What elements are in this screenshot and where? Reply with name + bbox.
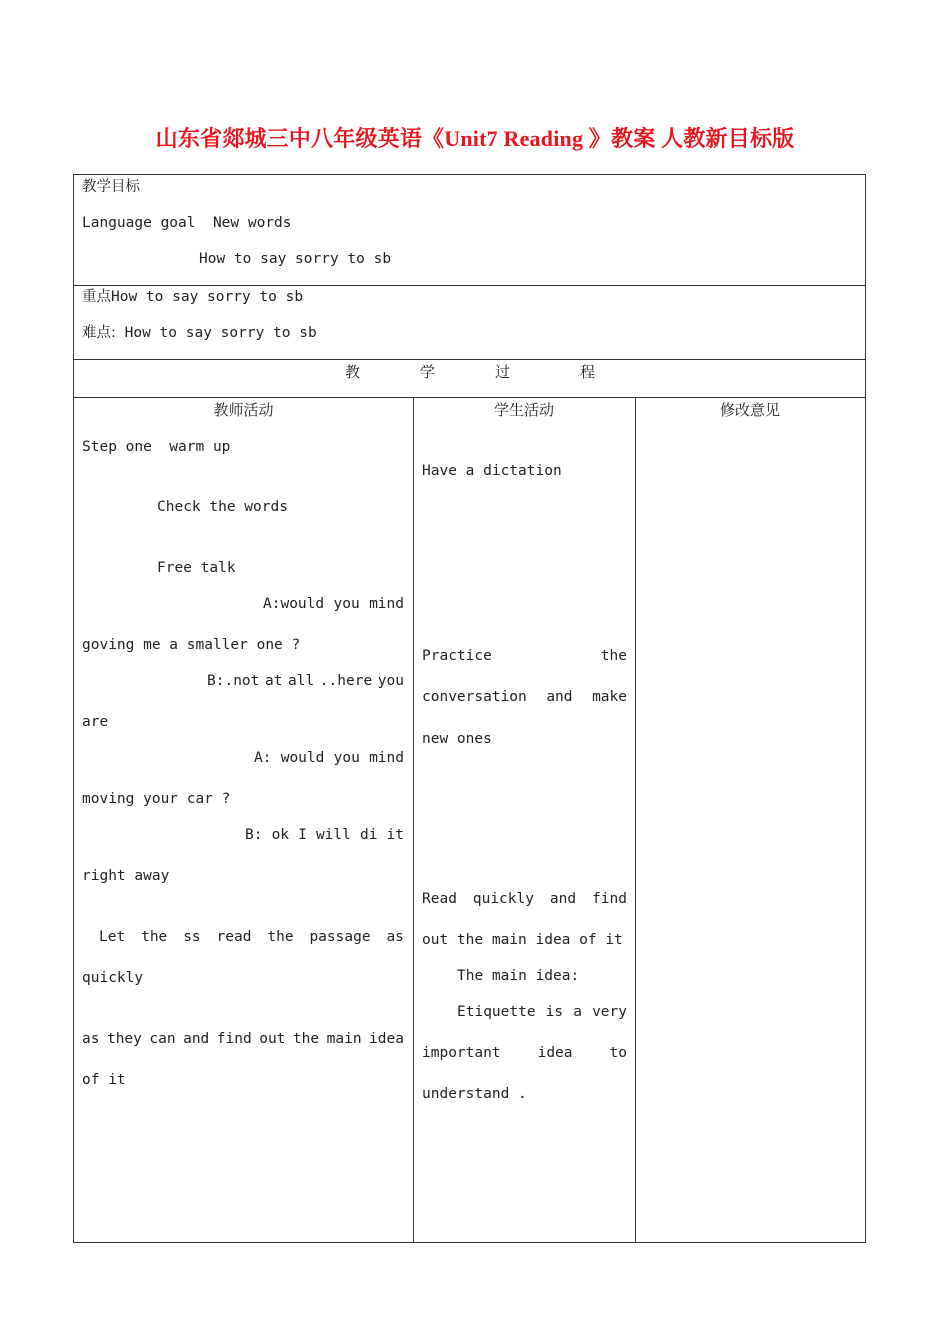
notes-column-header: 修改意见 [719,401,780,419]
teacher-check: Check the words [157,499,288,515]
student-main-idea-label: The main idea: [457,968,580,984]
document-title: 山东省郯城三中八年级英语《Unit7 Reading 》教案 人教新目标版 [155,126,795,151]
process-header-char: 程 [580,363,596,381]
teacher-as-cont: of it [82,1072,126,1088]
student-read-cont: out the main idea of it [422,932,623,948]
goals-line-2: How to say sorry to sb [199,251,392,267]
dialog-a2: A: would you mind [254,750,404,766]
goals-label: 教学目标 [82,179,140,195]
teacher-let-line: Let the ss read the passage as [99,929,404,945]
teacher-column-header: 教师活动 [213,401,274,419]
dialog-a1-cont: goving me a smaller one ? [82,637,301,653]
column-divider [635,397,636,1243]
student-practice-line: Practice the [422,648,627,664]
dialog-a2-cont: moving your car ? [82,791,231,807]
row-divider [74,359,865,360]
student-etiquette-line: Etiquette is a very [457,1004,627,1020]
student-conversation-line: conversation and make [422,689,627,705]
goals-line-1: Language goal New words [82,215,292,231]
student-new-ones: new ones [422,731,492,747]
row-divider [74,397,865,398]
dialog-b1-cont: are [82,714,109,730]
row-divider [74,285,865,286]
dialog-a1: A:would you mind [263,596,404,612]
teacher-as-line: as they can and find out the main idea [82,1031,404,1047]
process-header-char: 学 [420,363,436,381]
teacher-step: Step one warm up [82,439,231,455]
column-divider [413,397,414,1243]
process-header-char: 教 [345,363,361,381]
student-dictation: Have a dictation [422,463,562,479]
student-important-line: important idea to [422,1045,627,1061]
student-read-line: Read quickly and find [422,891,627,907]
dialog-b2: B: ok I will di it [245,827,404,843]
difficult-point: 难点: How to say sorry to sb [82,325,317,341]
student-understand: understand . [422,1086,527,1102]
process-header-char: 过 [495,363,511,381]
dialog-b1: B:.not at all ..here you [207,673,404,689]
student-column-header: 学生活动 [493,401,554,419]
teacher-free-talk: Free talk [157,560,236,576]
key-point: 重点How to say sorry to sb [82,289,304,305]
dialog-b2-cont: right away [82,868,170,884]
teacher-let-cont: quickly [82,970,144,986]
